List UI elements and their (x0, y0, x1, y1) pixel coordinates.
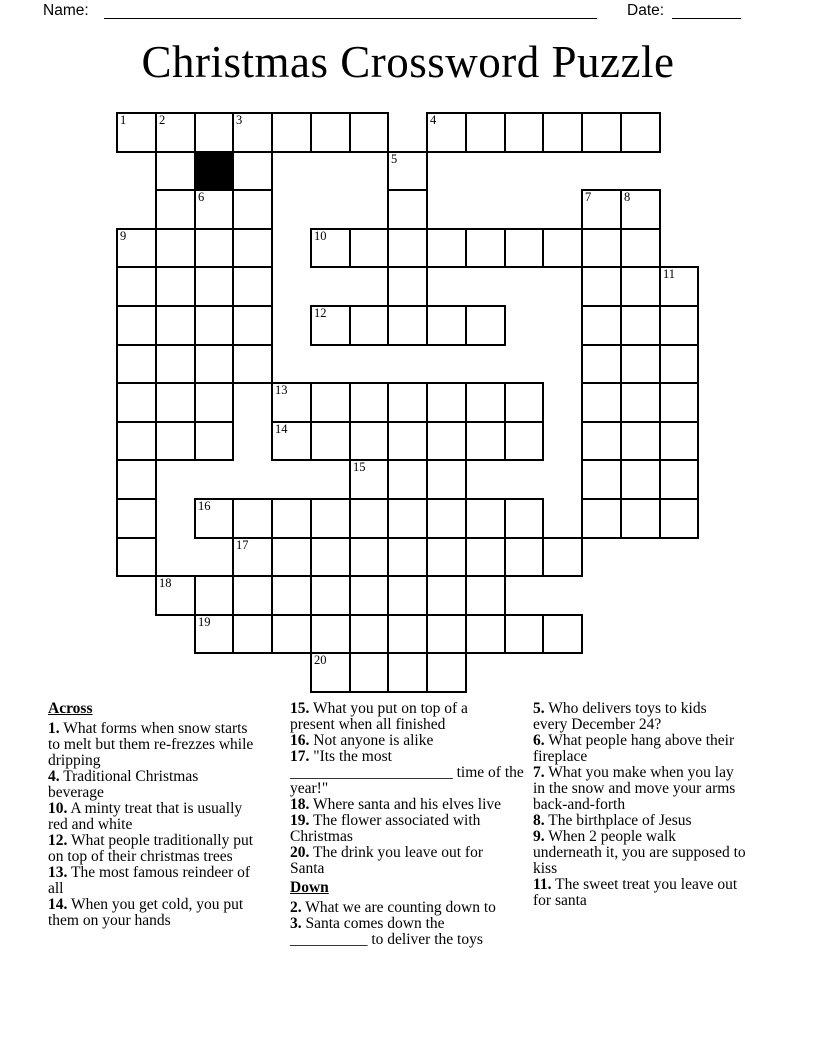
grid-cell[interactable] (465, 112, 506, 153)
grid-cell[interactable] (426, 421, 467, 461)
cell-number: 16 (198, 499, 211, 513)
grid-cell[interactable] (116, 266, 157, 307)
grid-cell[interactable] (349, 652, 389, 693)
page-title: Christmas Crossword Puzzle (141, 37, 675, 87)
clue-across-1: 1. What forms when snow starts to melt but them re-frezzes while dripping (48, 720, 254, 769)
grid-cell[interactable] (465, 575, 506, 616)
grid-cell[interactable] (271, 112, 312, 153)
across-clues-part-2 (290, 701, 532, 877)
grid-cell[interactable] (310, 498, 351, 539)
grid-cell[interactable] (271, 382, 312, 423)
clue-number: 2. (290, 899, 302, 916)
grid-cell[interactable] (581, 228, 622, 268)
grid-cell[interactable] (581, 344, 622, 384)
cell-number: 14 (275, 422, 288, 436)
clues-column-2 (290, 701, 532, 948)
across-header: Across (48, 700, 93, 717)
grid-cell[interactable] (232, 228, 273, 268)
grid-cell[interactable] (504, 421, 544, 461)
grid-cell[interactable] (581, 266, 622, 307)
grid-cell[interactable] (465, 498, 506, 539)
cell-number: 7 (585, 190, 592, 204)
grid-cell[interactable] (542, 537, 583, 577)
grid-cell[interactable] (426, 498, 467, 539)
grid-cell[interactable] (271, 614, 312, 654)
clue-number: 3. (290, 915, 302, 932)
grid-cell[interactable] (232, 575, 273, 616)
grid-cell[interactable] (116, 228, 157, 268)
clue-across-19: 19. The flower associated with Christmas (290, 812, 481, 845)
clue-across-16: 16. Not anyone is alike (290, 732, 434, 749)
name-label: Name: (43, 2, 89, 19)
grid-cell[interactable] (387, 537, 428, 577)
grid-cell[interactable] (310, 382, 351, 423)
grid-cell[interactable] (387, 151, 428, 191)
grid-cell[interactable] (194, 421, 234, 461)
grid-cell[interactable] (465, 228, 506, 268)
grid-cell[interactable] (232, 498, 273, 539)
clue-number: 6. (533, 732, 545, 749)
clue-number: 14. (48, 896, 68, 913)
grid-cell[interactable] (387, 459, 428, 500)
cell-number: 19 (198, 615, 211, 629)
grid-cell[interactable] (620, 421, 661, 461)
cell-number: 6 (198, 190, 205, 204)
grid-cell[interactable] (620, 266, 661, 307)
grid-cell[interactable] (232, 151, 273, 191)
grid-cell[interactable] (387, 614, 428, 654)
across-clues-part-1 (48, 721, 290, 929)
grid-cell[interactable] (620, 228, 661, 268)
grid-cell[interactable] (620, 498, 661, 539)
grid-cell[interactable] (504, 228, 544, 268)
grid-cell[interactable] (155, 228, 196, 268)
grid-cell[interactable] (155, 151, 196, 191)
name-date-row (43, 2, 741, 22)
grid-cell[interactable] (349, 112, 389, 153)
clue-number: 19. (290, 812, 310, 829)
clue-number: 8. (533, 812, 545, 829)
grid-cell[interactable] (581, 112, 622, 153)
grid-cell[interactable] (426, 305, 467, 346)
grid-cell[interactable] (155, 189, 196, 230)
grid-cell[interactable] (155, 112, 196, 153)
grid-cell[interactable] (581, 382, 622, 423)
clue-across-20: 20. The drink you leave out for Santa (290, 844, 483, 877)
grid-cell[interactable] (310, 112, 351, 153)
clue-number: 16. (290, 732, 310, 749)
grid-cell[interactable] (116, 305, 157, 346)
grid-cell[interactable] (387, 305, 428, 346)
grid-cell[interactable] (581, 498, 622, 539)
grid-cell[interactable] (232, 266, 273, 307)
grid-cell[interactable] (194, 344, 234, 384)
clue-across-14: 14. When you get cold, you put them on your hands (48, 896, 244, 929)
grid-cell[interactable] (271, 537, 312, 577)
cell-number: 8 (624, 190, 631, 204)
grid-cell[interactable] (659, 305, 699, 346)
grid-cell[interactable] (504, 537, 544, 577)
grid-cell[interactable] (426, 112, 467, 153)
clues-column-1 (48, 701, 290, 929)
grid-cell[interactable] (232, 189, 273, 230)
clue-down-11: 11. The sweet treat you leave out for santa (533, 876, 738, 909)
grid-cell[interactable] (387, 498, 428, 539)
cell-number: 15 (353, 460, 366, 474)
grid-cell[interactable] (310, 537, 351, 577)
grid-cell[interactable] (116, 382, 157, 423)
grid-cell[interactable] (465, 382, 506, 423)
grid-cell[interactable] (387, 421, 428, 461)
clue-number: 7. (533, 764, 545, 781)
clue-across-12: 12. What people traditionally put on top of their christmas trees (48, 832, 254, 865)
black-cell (194, 151, 234, 191)
grid-cell[interactable] (465, 537, 506, 577)
grid-cell[interactable] (194, 112, 234, 153)
grid-cell[interactable] (387, 266, 428, 307)
grid-cell[interactable] (426, 382, 467, 423)
clue-across-18: 18. Where santa and his elves live (290, 796, 502, 813)
down-header: Down (290, 879, 329, 896)
cell-number: 13 (275, 383, 288, 397)
grid-cell[interactable] (349, 305, 389, 346)
grid-cell[interactable] (620, 189, 661, 230)
clue-number: 10. (48, 800, 68, 817)
clue-number: 4. (48, 768, 60, 785)
clue-number: 5. (533, 700, 545, 717)
grid-cell[interactable] (116, 459, 157, 500)
grid-cell[interactable] (349, 382, 389, 423)
grid-cell[interactable] (620, 382, 661, 423)
cell-number: 10 (314, 229, 327, 243)
grid-cell[interactable] (194, 575, 234, 616)
grid-cell[interactable] (542, 112, 583, 153)
grid-cell[interactable] (581, 421, 622, 461)
cell-number: 9 (120, 229, 127, 243)
grid-cell[interactable] (387, 228, 428, 268)
grid-cell[interactable] (387, 575, 428, 616)
grid-cell[interactable] (620, 112, 661, 153)
grid-cell[interactable] (271, 421, 312, 461)
cell-number: 5 (391, 152, 398, 166)
clue-across-13: 13. The most famous reindeer of all (48, 864, 251, 897)
clue-down-2: 2. What we are counting down to (290, 899, 496, 916)
grid-cell[interactable] (116, 498, 157, 539)
clue-down-8: 8. The birthplace of Jesus (533, 812, 692, 829)
clue-number: 18. (290, 796, 310, 813)
crossword-grid (116, 112, 700, 694)
grid-cell[interactable] (271, 575, 312, 616)
grid-cell[interactable] (194, 614, 234, 654)
clue-number: 1. (48, 720, 60, 737)
grid-cell[interactable] (504, 112, 544, 153)
grid-cell[interactable] (155, 421, 196, 461)
grid-cell[interactable] (426, 614, 467, 654)
grid-cell[interactable] (426, 228, 467, 268)
grid-cell[interactable] (465, 305, 506, 346)
clue-across-15: 15. What you put on top of a present when all finished (290, 700, 468, 733)
cell-number: 1 (120, 113, 127, 127)
cell-number: 18 (159, 576, 172, 590)
clue-number: 12. (48, 832, 68, 849)
down-clues-part-2 (533, 701, 775, 909)
grid-cell[interactable] (116, 112, 157, 153)
grid-cell[interactable] (504, 614, 544, 654)
grid-cell[interactable] (426, 575, 467, 616)
grid-cell[interactable] (310, 421, 351, 461)
grid-cell[interactable] (349, 228, 389, 268)
clue-number: 11. (533, 876, 552, 893)
grid-cell[interactable] (232, 537, 273, 577)
grid-cell[interactable] (271, 498, 312, 539)
grid-cell[interactable] (349, 614, 389, 654)
grid-cell[interactable] (232, 112, 273, 153)
grid-cell[interactable] (232, 614, 273, 654)
grid-cell[interactable] (194, 189, 234, 230)
clues-column-3 (533, 701, 775, 909)
grid-cell[interactable] (232, 305, 273, 346)
grid-cell[interactable] (659, 266, 699, 307)
grid-cell[interactable] (310, 228, 351, 268)
grid-cell[interactable] (194, 228, 234, 268)
grid-cell[interactable] (426, 652, 467, 693)
grid-cell[interactable] (581, 189, 622, 230)
grid-cell[interactable] (155, 382, 196, 423)
grid-cell[interactable] (659, 459, 699, 500)
clue-down-3: 3. Santa comes down the __________ to deliver the toys (290, 915, 483, 948)
grid-cell[interactable] (349, 498, 389, 539)
cell-number: 2 (159, 113, 166, 127)
clue-across-17: 17. "Its the most _____________________ time of the year!" (290, 748, 524, 797)
grid-cell[interactable] (620, 459, 661, 500)
clue-number: 20. (290, 844, 310, 861)
grid-cell[interactable] (349, 459, 389, 500)
grid-cell[interactable] (542, 614, 583, 654)
grid-cell[interactable] (349, 575, 389, 616)
grid-cell[interactable] (194, 305, 234, 346)
clue-number: 15. (290, 700, 310, 717)
cell-number: 4 (430, 113, 437, 127)
grid-cell[interactable] (194, 498, 234, 539)
cell-number: 11 (663, 267, 676, 281)
grid-cell[interactable] (116, 344, 157, 384)
grid-cell[interactable] (310, 575, 351, 616)
clue-down-9: 9. When 2 people walk underneath it, you are supposed to kiss (533, 828, 746, 877)
grid-cell[interactable] (155, 266, 196, 307)
grid-cell[interactable] (232, 344, 273, 384)
clue-across-10: 10. A minty treat that is usually red and white (48, 800, 243, 833)
date-write-in-line[interactable] (672, 2, 741, 19)
grid-cell[interactable] (620, 344, 661, 384)
clue-number: 17. (290, 748, 310, 765)
grid-cell[interactable] (426, 537, 467, 577)
cell-number: 17 (236, 538, 249, 552)
grid-cell[interactable] (659, 421, 699, 461)
clue-down-5: 5. Who delivers toys to kids every December 24? (533, 700, 707, 733)
grid-cell[interactable] (542, 228, 583, 268)
grid-cell[interactable] (155, 305, 196, 346)
grid-cell[interactable] (387, 652, 428, 693)
grid-cell[interactable] (155, 575, 196, 616)
grid-cell[interactable] (465, 614, 506, 654)
clue-down-6: 6. What people hang above their fireplace (533, 732, 735, 765)
cell-number: 12 (314, 306, 327, 320)
grid-cell[interactable] (116, 421, 157, 461)
grid-cell[interactable] (465, 421, 506, 461)
grid-cell[interactable] (155, 344, 196, 384)
date-label: Date: (627, 2, 665, 19)
grid-cell[interactable] (349, 537, 389, 577)
grid-cell[interactable] (426, 459, 467, 500)
clue-number: 13. (48, 864, 68, 881)
grid-cell[interactable] (620, 305, 661, 346)
grid-cell[interactable] (659, 498, 699, 539)
grid-cell[interactable] (349, 421, 389, 461)
grid-cell[interactable] (310, 305, 351, 346)
grid-cell[interactable] (116, 537, 157, 577)
down-clues-part-1 (290, 900, 532, 948)
grid-cell[interactable] (194, 266, 234, 307)
grid-cell[interactable] (194, 382, 234, 423)
cell-number: 3 (236, 113, 243, 127)
grid-cell[interactable] (504, 498, 544, 539)
clue-number: 9. (533, 828, 545, 845)
grid-cell[interactable] (310, 614, 351, 654)
grid-cell[interactable] (504, 382, 544, 423)
grid-cell[interactable] (310, 652, 351, 693)
grid-cell[interactable] (581, 459, 622, 500)
grid-cell[interactable] (387, 382, 428, 423)
grid-cell[interactable] (659, 382, 699, 423)
grid-cell[interactable] (659, 344, 699, 384)
name-write-in-line[interactable] (104, 2, 597, 19)
grid-cell[interactable] (581, 305, 622, 346)
clue-across-4: 4. Traditional Christmas beverage (48, 768, 199, 801)
cell-number: 20 (314, 653, 327, 667)
grid-cell[interactable] (387, 189, 428, 230)
clue-down-7: 7. What you make when you lay in the snow and move your arms back-and-forth (533, 764, 736, 813)
